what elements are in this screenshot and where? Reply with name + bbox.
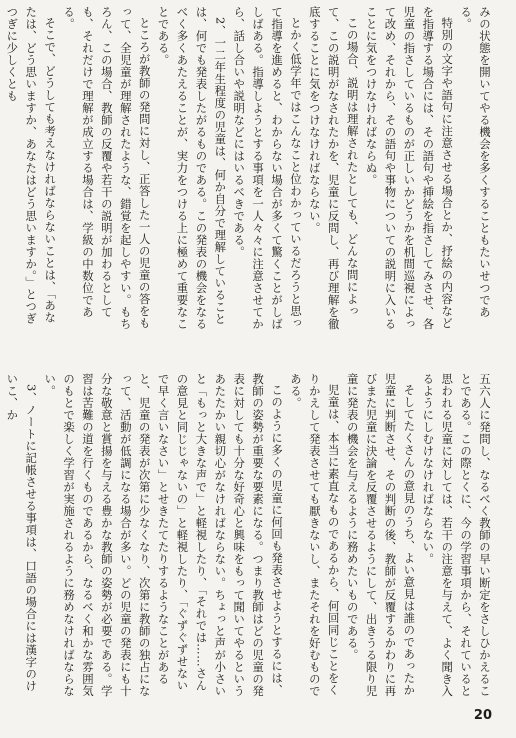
paragraph: とかく低学年ではこんなこと位わかっているだろうと思って指導を進めると、わからない場合が多くて驚くことがしばしばある。指導しようとする事項を一人々々に注意させてから、話し合いや説明などにはいるべきである。 [232,6,303,330]
paragraph: 五六人に発問し、なるべく教師の早い断定をさしひかえることである。この際とくに、今の学習事項から、それていると思われる児童に対しては、若干の注意を与えて、よく聞き入るようにしむけなければならない。 [421,373,492,697]
paragraph: 3、ノートに記帳させる事項は、口語の場合には漢字のけいこ、か [5,373,39,693]
page-number: 20 [473,708,492,723]
paragraph: ところが教師の発問に対し、正答した一人の児童の答をもって、全児童が理解されたような、錯覚を起しやすい。もちろん、この場合、教師の反覆や若干の説明が加わるとしても、それだけで理解が成立する場合は、学級の中数位である。 [62,6,152,330]
paragraph: そこで、どうしても考えなければならないことは、「あなたは、どう思いますか、あなたはどう思いますか。」とつぎつぎに少しくとも [5,6,58,325]
paragraph: みの状態を開いてやる機会を多くすることもたいせつである。 [459,6,492,318]
paragraph: この場合、説明は理解されたとしても、どんな問によって、この説明がなされたかを、児童に反問し、再び理解を徹底することに気をつけなければならない。 [307,6,360,330]
paragraph: 2、一二年生程度の児童は、何か自分で理解していることは、何でも発表したがるものである。この発表の機会をなるべく多くあたえることが、実力をつける上に極めて重要なことである。 [156,6,228,330]
paragraph: このように多くの児童に何回も発表させようとするには、教師の姿勢が重要な要素になる。つまり教師はどの児童の発表に対しても十分な好奇心と興味をもって聞いてやるというあたたかい親切心がなければならない。ちょっと声が小さいと「もっと大きな声で」と軽視したり、「それでは……さんの意見と同じじゃないの」と軽視したり、「ぐずぐずせないで早く言いなさい」とせきたてたりするようなことがあると、児童の発表が次第に少なくなり、次第に教師の独占になって、活動が低調になる場合が多い。どの児童の発表にも十分な敬意と賞揚を与える豊かな教師の姿勢が必要である。学習は苦難の道を行くものであるから、なるべく和かな雰囲気のもとで楽しく学習が実施されるように務めなければならない。 [43,373,285,697]
bottom-text-block [5,373,494,700]
top-text-block [5,6,494,331]
paragraph: そしてたくさんの意見のうち、よい意見は誰のであったか児童に判断させ、その判断の後、教師が反覆するかわりに再びまた児童に決論を反覆させるようにして、出きうる限り児童に発表の機会を与えるように務めたいものである。 [345,373,417,697]
paragraph: 特別の文字や語句に注意させる場合とか、抒絵の内容などを指導する場合には、その語句や挿絵を指さしてみさせ、各児童の指さしているものが正しいかどうかを机間巡視によって改め、それから、その語句や事物についての説明に入いることに気をつけなければならぬ。 [364,6,455,330]
paragraph: 児童は、本当に素直なものであるから、何回同じことをくりかえして発表させても厭きないし、またそれを好むものである。 [288,373,341,697]
